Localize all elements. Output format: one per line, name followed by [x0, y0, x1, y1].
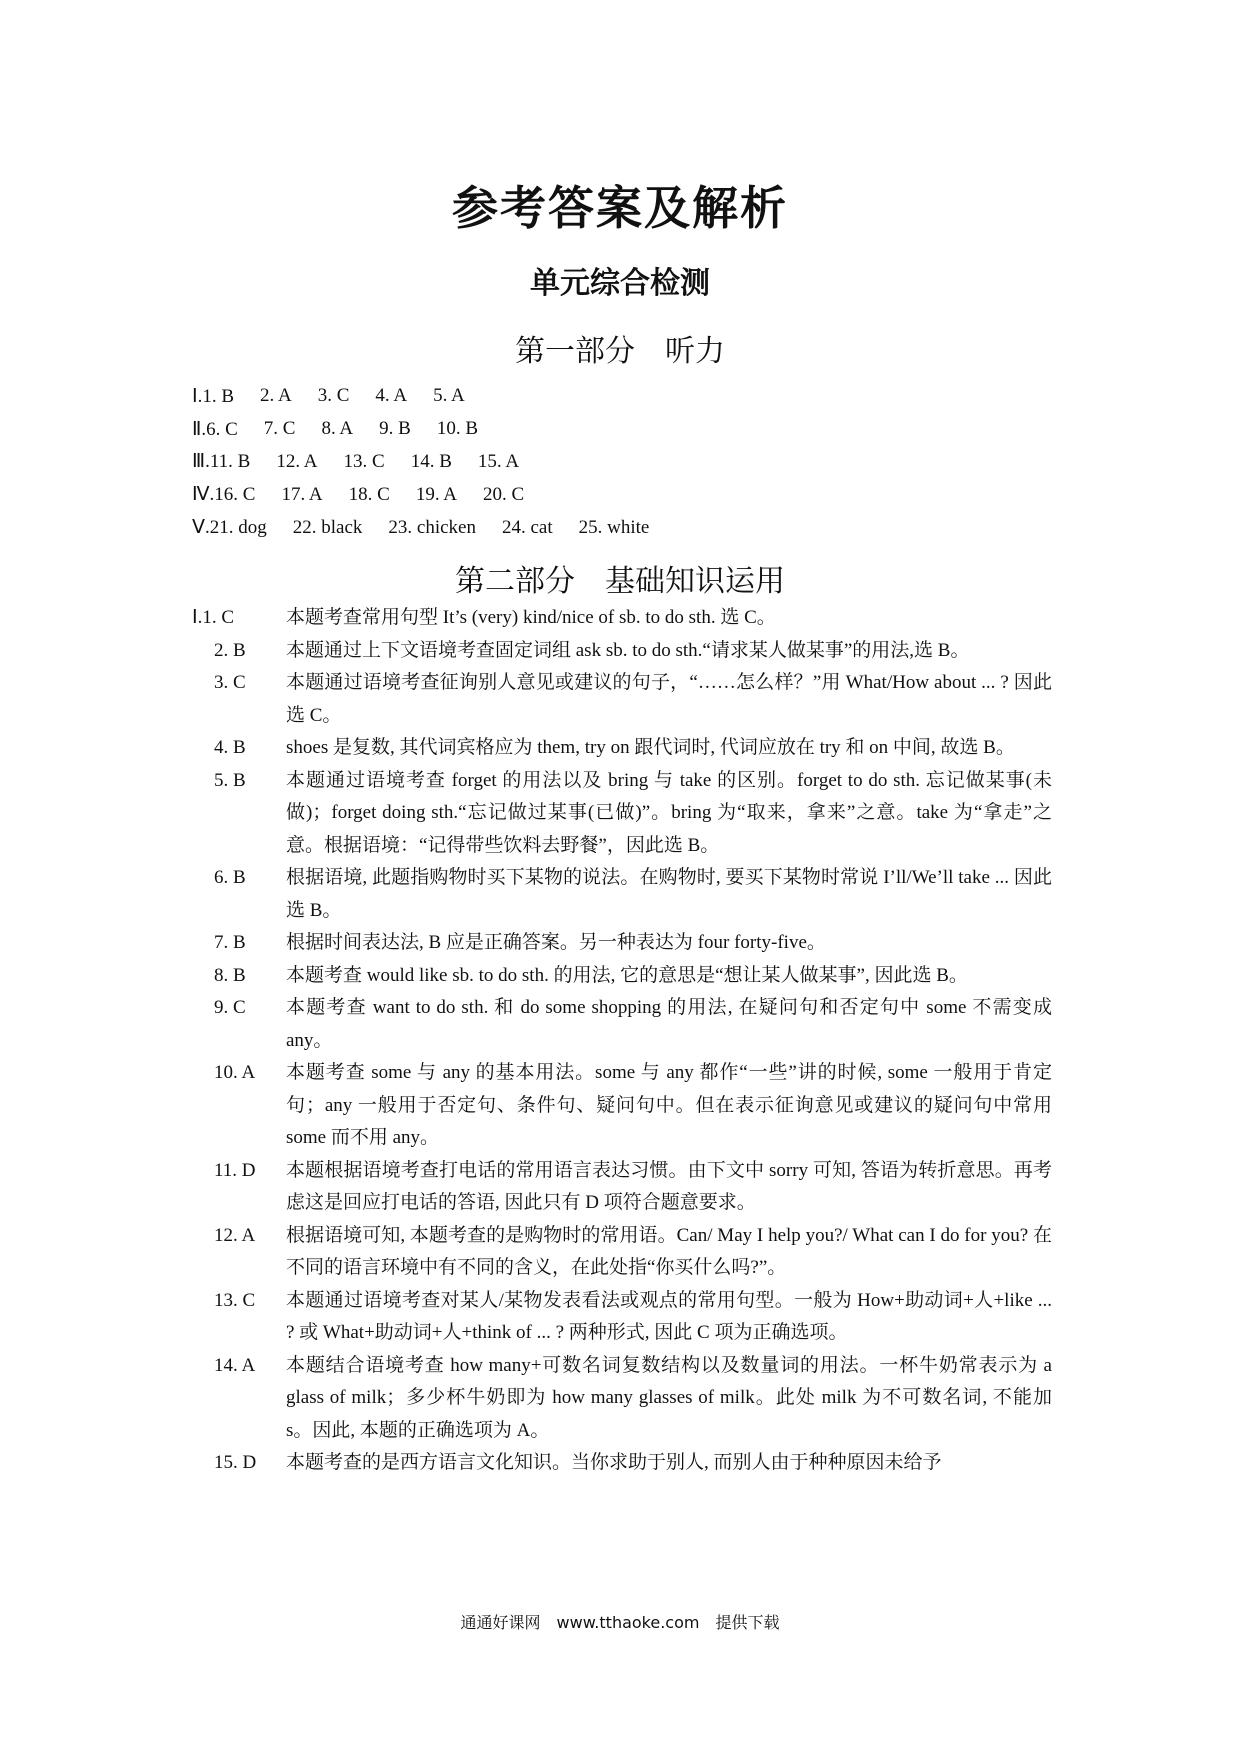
answer-cell: 14. B: [410, 450, 452, 472]
section-heading-basics: 第二部分 基础知识运用: [455, 564, 785, 599]
explanation-item: [192, 992, 1052, 1057]
answer-cell: 2. A: [260, 385, 292, 407]
question-number: Ⅰ.1. C: [192, 607, 235, 628]
explanation-text: 本题考查的是西方语言文化知识。当你求助于别人, 而别人由于种种原因未给予: [286, 1452, 942, 1473]
question-number: 7. B: [214, 932, 246, 953]
explanation-item: [192, 1447, 1052, 1480]
answer-cell: 13. C: [343, 450, 385, 472]
answer-row: [192, 511, 892, 544]
question-number: 2. B: [214, 639, 246, 661]
question-number: 10. A: [214, 1062, 256, 1083]
explanation-text: 本题结合语境考查 how many+可数名词复数结构以及数量词的用法。一杯牛奶常表示为 a glass of milk；多少杯牛奶即为 how many glasses of milk。此处 milk 为不可数名词, 不能加 s。因此, 本题的正确选项为 A。: [286, 1354, 1052, 1441]
answer-cell: 9. B: [379, 418, 411, 440]
explanation-item: [192, 1285, 1052, 1350]
question-number: 11. D: [214, 1159, 256, 1181]
answer-row: [192, 478, 892, 511]
question-number: 8. B: [214, 964, 246, 986]
page-title: 参考答案及解析: [452, 181, 788, 235]
explanation-text: 本题考查常用句型 It’s (very) kind/nice of sb. to do sth. 选 C。: [286, 607, 776, 628]
explanation-text: 本题通过语境考查征询别人意见或建议的句子，“……怎么样？”用 What/How about ... ? 因此选 C。: [286, 672, 1052, 726]
answer-cell: 8. A: [321, 418, 354, 440]
explanation-item: [192, 1350, 1052, 1448]
question-number: 5. B: [214, 769, 246, 791]
answer-cell: 3. C: [317, 385, 350, 407]
explanation-list: [192, 602, 1052, 1480]
explanation-text: 本题考查 would like sb. to do sth. 的用法, 它的意思是“想让某人做某事”, 因此选 B。: [286, 964, 968, 986]
question-number: 6. B: [214, 867, 246, 888]
answer-row: [192, 380, 892, 413]
page-subtitle: 单元综合检测: [530, 266, 710, 301]
explanation-item: [192, 927, 1052, 960]
explanation-item: [192, 1220, 1052, 1285]
answer-cell: Ⅱ.6. C: [192, 418, 238, 440]
question-number: 14. A: [214, 1354, 256, 1376]
explanation-text: 本题通过语境考查 forget 的用法以及 bring 与 take 的区别。forget to do sth. 忘记做某事(未做)；forget doing sth.“忘记做过某事(已做)”。bring 为“取来，拿来”之意。take 为“拿走”之意。根据语境：“记得带些饮料去野餐”，因此选 B。: [286, 769, 1052, 856]
answer-cell: 20. C: [483, 483, 525, 505]
explanation-text: 本题考查 some 与 any 的基本用法。some 与 any 都作“一些”讲的时候, some 一般用于肯定句；any 一般用于否定句、条件句、疑问句中。但在表示征询意见或建议的疑问句中常用 some 而不用 any。: [286, 1062, 1052, 1148]
explanation-item: [192, 635, 1052, 668]
question-number: 13. C: [214, 1289, 256, 1311]
explanation-item: [192, 960, 1052, 993]
answer-cell: Ⅴ.21. dog: [192, 517, 267, 539]
page-footer: 通通好课网 www.tthaoke.com 提供下载: [460, 1613, 780, 1632]
answer-cell: Ⅰ.1. B: [192, 385, 235, 407]
explanation-text: 本题根据语境考查打电话的常用语言表达习惯。由下文中 sorry 可知, 答语为转折意思。再考虑这是回应打电话的答语, 因此只有 D 项符合题意要求。: [286, 1159, 1052, 1213]
explanation-item: [192, 862, 1052, 927]
answer-cell: 19. A: [415, 483, 458, 505]
answer-row: [192, 446, 892, 479]
explanation-item: [192, 732, 1052, 765]
explanation-text: 根据语境可知, 本题考查的是购物时的常用语。Can/ May I help you?/ What can I do for you? 在不同的语言环境中有不同的含义，在此处指“你买什么吗?”。: [286, 1224, 1052, 1278]
answer-cell: 7. C: [263, 418, 296, 440]
answer-cell: 22. black: [292, 516, 363, 538]
answer-cell: 5. A: [433, 385, 465, 407]
answer-cell: 25. white: [578, 516, 650, 538]
question-number: 12. A: [214, 1224, 256, 1246]
explanation-item: [192, 1057, 1052, 1155]
answer-cell: Ⅲ.11. B: [192, 451, 251, 473]
answer-row: [192, 413, 892, 446]
answer-cell: 23. chicken: [388, 516, 476, 538]
answer-cell: 18. C: [348, 483, 390, 505]
listening-answers: [192, 380, 892, 544]
answer-cell: 12. A: [276, 450, 318, 472]
explanation-item: [192, 667, 1052, 732]
explanation-item: [192, 765, 1052, 863]
answer-cell: 4. A: [375, 385, 408, 407]
explanation-text: 本题通过语境考查对某人/某物发表看法或观点的常用句型。一般为 How+助动词+人+like ... ? 或 What+助动词+人+think of ... ? 两种形式, 因此 C 项为正确选项。: [286, 1289, 1052, 1343]
answer-cell: 15. A: [477, 450, 520, 472]
question-number: 3. C: [214, 672, 246, 693]
question-number: 4. B: [214, 737, 246, 758]
explanation-text: 根据时间表达法, B 应是正确答案。另一种表达为 four forty-five。: [286, 932, 826, 953]
answer-cell: 10. B: [436, 418, 479, 440]
section-heading-listening: 第一部分 听力: [515, 334, 725, 369]
question-number: 9. C: [214, 997, 246, 1018]
explanation-text: 本题考查 want to do sth. 和 do some shopping 的用法, 在疑问句和否定句中 some 不需变成 any。: [286, 997, 1052, 1051]
explanation-text: 本题通过上下文语境考查固定词组 ask sb. to do sth.“请求某人做某事”的用法,选 B。: [286, 639, 970, 661]
answer-cell: 17. A: [281, 483, 323, 505]
explanation-item: [192, 602, 1052, 635]
answer-cell: 24. cat: [501, 516, 553, 538]
explanation-text: 根据语境, 此题指购物时买下某物的说法。在购物时, 要买下某物时常说 I’ll/We’ll take ... 因此选 B。: [286, 867, 1052, 921]
explanation-item: [192, 1155, 1052, 1220]
explanation-text: shoes 是复数, 其代词宾格应为 them, try on 跟代词时, 代词应放在 try 和 on 中间, 故选 B。: [286, 737, 1015, 758]
question-number: 15. D: [214, 1452, 257, 1473]
answer-cell: Ⅳ.16. C: [192, 484, 256, 506]
